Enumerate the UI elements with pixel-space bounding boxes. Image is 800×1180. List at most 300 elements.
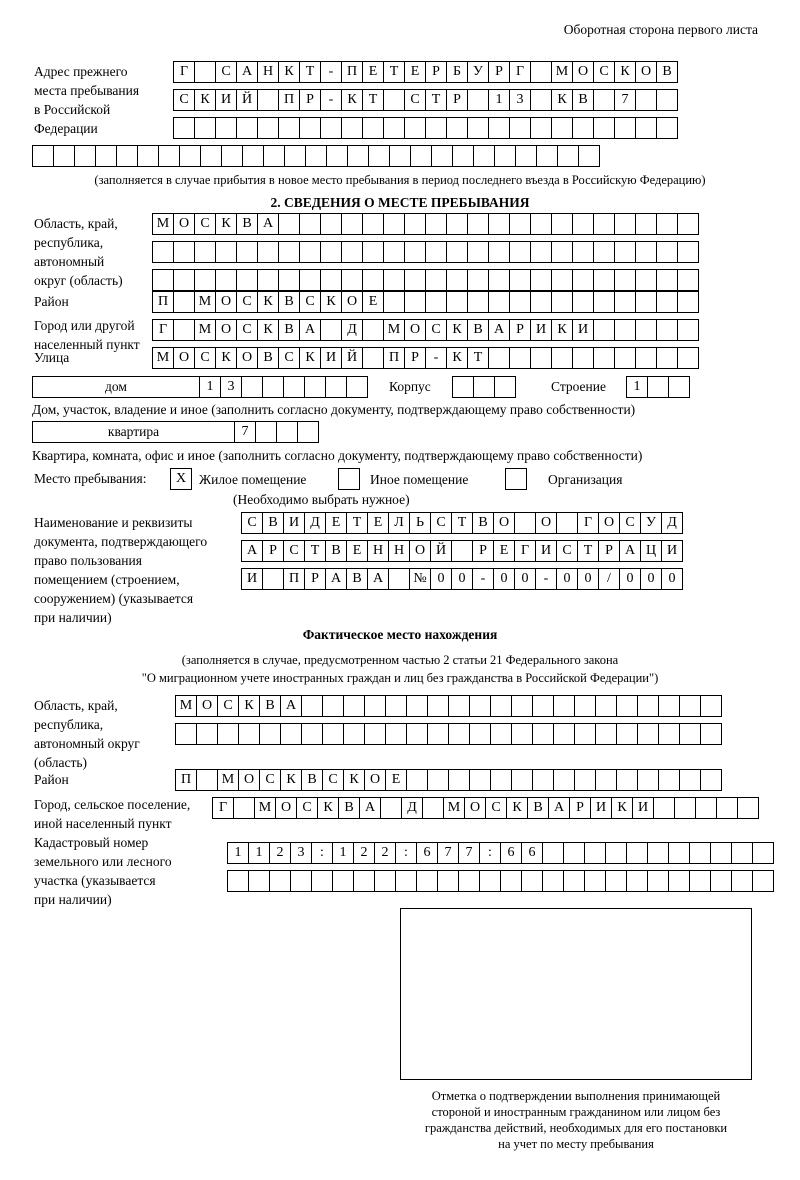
char-cell[interactable]: М xyxy=(383,319,405,341)
char-cell[interactable]: М xyxy=(152,347,174,369)
char-cell[interactable] xyxy=(656,241,678,263)
char-cell[interactable]: Е xyxy=(367,512,389,534)
char-cell[interactable] xyxy=(656,291,678,313)
char-cell[interactable]: С xyxy=(283,540,305,562)
char-cell[interactable] xyxy=(257,89,279,111)
char-cell[interactable] xyxy=(635,269,657,291)
char-cell[interactable]: Г xyxy=(212,797,234,819)
char-cell[interactable]: С xyxy=(404,89,426,111)
char-cell[interactable]: С xyxy=(194,213,216,235)
char-cell[interactable]: Р xyxy=(446,89,468,111)
char-cell[interactable] xyxy=(616,695,638,717)
char-cell[interactable] xyxy=(320,213,342,235)
char-cell[interactable] xyxy=(116,145,138,167)
char-cell[interactable]: 1 xyxy=(332,842,354,864)
char-cell[interactable]: 1 xyxy=(488,89,510,111)
char-cell[interactable] xyxy=(532,723,554,745)
char-cell[interactable] xyxy=(509,241,531,263)
char-cell[interactable] xyxy=(362,319,384,341)
char-cell[interactable] xyxy=(467,213,489,235)
char-cell[interactable] xyxy=(299,269,321,291)
char-cell[interactable] xyxy=(677,319,699,341)
char-cell[interactable]: И xyxy=(320,347,342,369)
char-cell[interactable]: Т xyxy=(451,512,473,534)
char-cell[interactable] xyxy=(700,769,722,791)
char-cell[interactable]: Т xyxy=(383,61,405,83)
char-cell[interactable] xyxy=(473,376,495,398)
char-cell[interactable] xyxy=(467,291,489,313)
char-cell[interactable]: К xyxy=(614,61,636,83)
char-cell[interactable] xyxy=(362,213,384,235)
char-cell[interactable] xyxy=(95,145,117,167)
char-cell[interactable] xyxy=(658,723,680,745)
char-cell[interactable]: Р xyxy=(299,89,321,111)
char-cell[interactable] xyxy=(332,870,354,892)
char-cell[interactable] xyxy=(362,117,384,139)
char-cell[interactable] xyxy=(679,769,701,791)
char-cell[interactable] xyxy=(656,269,678,291)
char-cell[interactable] xyxy=(227,870,249,892)
char-cell[interactable]: П xyxy=(175,769,197,791)
char-cell[interactable] xyxy=(196,723,218,745)
char-cell[interactable] xyxy=(152,269,174,291)
char-cell[interactable]: А xyxy=(257,213,279,235)
char-cell[interactable] xyxy=(233,797,255,819)
char-cell[interactable] xyxy=(494,145,516,167)
char-cell[interactable] xyxy=(679,723,701,745)
char-cell[interactable] xyxy=(542,870,564,892)
char-cell[interactable]: С xyxy=(430,512,452,534)
char-cell[interactable] xyxy=(427,695,449,717)
char-cell[interactable] xyxy=(404,291,426,313)
actual-region-row-1[interactable] xyxy=(175,695,721,717)
char-cell[interactable] xyxy=(488,291,510,313)
char-cell[interactable]: 0 xyxy=(493,568,515,590)
char-cell[interactable] xyxy=(593,347,615,369)
char-cell[interactable] xyxy=(752,842,774,864)
char-cell[interactable] xyxy=(173,117,195,139)
char-cell[interactable]: О xyxy=(572,61,594,83)
char-cell[interactable] xyxy=(427,723,449,745)
char-cell[interactable] xyxy=(53,145,75,167)
cadastre-row-2[interactable] xyxy=(227,870,773,892)
char-cell[interactable] xyxy=(347,145,369,167)
char-cell[interactable] xyxy=(731,842,753,864)
char-cell[interactable]: К xyxy=(611,797,633,819)
char-cell[interactable] xyxy=(677,213,699,235)
char-cell[interactable] xyxy=(689,870,711,892)
char-cell[interactable] xyxy=(425,291,447,313)
char-cell[interactable] xyxy=(647,842,669,864)
char-cell[interactable] xyxy=(530,291,552,313)
city-row[interactable] xyxy=(152,319,698,341)
char-cell[interactable] xyxy=(380,797,402,819)
char-cell[interactable]: Н xyxy=(257,61,279,83)
char-cell[interactable] xyxy=(556,512,578,534)
char-cell[interactable] xyxy=(383,269,405,291)
char-cell[interactable] xyxy=(404,117,426,139)
char-cell[interactable] xyxy=(383,89,405,111)
char-cell[interactable] xyxy=(215,269,237,291)
prev-address-row-1[interactable] xyxy=(173,61,677,83)
char-cell[interactable]: 7 xyxy=(458,842,480,864)
char-cell[interactable] xyxy=(530,269,552,291)
char-cell[interactable] xyxy=(557,145,579,167)
char-cell[interactable] xyxy=(422,797,444,819)
char-cell[interactable]: П xyxy=(341,61,363,83)
char-cell[interactable] xyxy=(238,723,260,745)
char-cell[interactable] xyxy=(320,117,342,139)
region-row-1[interactable] xyxy=(152,213,698,235)
char-cell[interactable] xyxy=(488,241,510,263)
char-cell[interactable] xyxy=(530,241,552,263)
char-cell[interactable] xyxy=(488,269,510,291)
char-cell[interactable] xyxy=(320,269,342,291)
char-cell[interactable]: Д xyxy=(401,797,423,819)
char-cell[interactable] xyxy=(448,769,470,791)
char-cell[interactable]: С xyxy=(236,291,258,313)
char-cell[interactable]: И xyxy=(572,319,594,341)
char-cell[interactable] xyxy=(467,269,489,291)
char-cell[interactable]: И xyxy=(632,797,654,819)
char-cell[interactable] xyxy=(425,269,447,291)
char-cell[interactable] xyxy=(448,695,470,717)
char-cell[interactable]: Т xyxy=(425,89,447,111)
char-cell[interactable]: 2 xyxy=(374,842,396,864)
char-cell[interactable] xyxy=(593,291,615,313)
char-cell[interactable] xyxy=(200,145,222,167)
char-cell[interactable] xyxy=(530,89,552,111)
char-cell[interactable] xyxy=(595,695,617,717)
char-cell[interactable] xyxy=(259,723,281,745)
char-cell[interactable] xyxy=(194,241,216,263)
char-cell[interactable]: 1 xyxy=(248,842,270,864)
char-cell[interactable] xyxy=(236,241,258,263)
stay-checkbox-organization[interactable] xyxy=(505,468,527,490)
char-cell[interactable] xyxy=(677,347,699,369)
char-cell[interactable]: Г xyxy=(509,61,531,83)
char-cell[interactable] xyxy=(605,842,627,864)
char-cell[interactable]: А xyxy=(619,540,641,562)
char-cell[interactable] xyxy=(488,347,510,369)
char-cell[interactable] xyxy=(635,241,657,263)
char-cell[interactable] xyxy=(278,241,300,263)
char-cell[interactable] xyxy=(383,117,405,139)
char-cell[interactable]: С xyxy=(173,89,195,111)
stay-checkbox-other[interactable] xyxy=(338,468,360,490)
char-cell[interactable] xyxy=(593,117,615,139)
char-cell[interactable] xyxy=(674,797,696,819)
char-cell[interactable] xyxy=(551,117,573,139)
char-cell[interactable]: Й xyxy=(341,347,363,369)
char-cell[interactable] xyxy=(473,145,495,167)
char-cell[interactable] xyxy=(221,145,243,167)
char-cell[interactable] xyxy=(305,145,327,167)
char-cell[interactable]: Р xyxy=(472,540,494,562)
char-cell[interactable] xyxy=(299,241,321,263)
char-cell[interactable] xyxy=(446,241,468,263)
char-cell[interactable]: О xyxy=(341,291,363,313)
char-cell[interactable]: 1 xyxy=(227,842,249,864)
char-cell[interactable] xyxy=(530,347,552,369)
char-cell[interactable] xyxy=(551,241,573,263)
char-cell[interactable] xyxy=(553,723,575,745)
char-cell[interactable] xyxy=(514,512,536,534)
char-cell[interactable] xyxy=(388,568,410,590)
region-row-3[interactable] xyxy=(152,269,698,291)
char-cell[interactable] xyxy=(446,117,468,139)
char-cell[interactable]: А xyxy=(367,568,389,590)
char-cell[interactable]: С xyxy=(194,347,216,369)
char-cell[interactable]: Р xyxy=(509,319,531,341)
char-cell[interactable] xyxy=(194,117,216,139)
char-cell[interactable]: О xyxy=(635,61,657,83)
char-cell[interactable]: В xyxy=(338,797,360,819)
char-cell[interactable] xyxy=(406,695,428,717)
char-cell[interactable]: О xyxy=(464,797,486,819)
char-cell[interactable] xyxy=(511,695,533,717)
char-cell[interactable]: О xyxy=(215,291,237,313)
char-cell[interactable] xyxy=(322,723,344,745)
char-cell[interactable]: : xyxy=(479,842,501,864)
char-cell[interactable]: К xyxy=(215,213,237,235)
char-cell[interactable] xyxy=(304,376,326,398)
char-cell[interactable] xyxy=(283,376,305,398)
char-cell[interactable] xyxy=(572,291,594,313)
char-cell[interactable] xyxy=(425,213,447,235)
char-cell[interactable]: С xyxy=(236,319,258,341)
char-cell[interactable] xyxy=(574,769,596,791)
char-cell[interactable] xyxy=(551,213,573,235)
char-cell[interactable] xyxy=(278,117,300,139)
char-cell[interactable] xyxy=(137,145,159,167)
char-cell[interactable] xyxy=(406,769,428,791)
char-cell[interactable]: Р xyxy=(262,540,284,562)
char-cell[interactable]: В xyxy=(262,512,284,534)
char-cell[interactable]: В xyxy=(278,291,300,313)
char-cell[interactable]: - xyxy=(472,568,494,590)
char-cell[interactable] xyxy=(152,241,174,263)
char-cell[interactable]: О xyxy=(173,347,195,369)
char-cell[interactable] xyxy=(509,347,531,369)
actual-district-row[interactable] xyxy=(175,769,721,791)
char-cell[interactable]: У xyxy=(467,61,489,83)
char-cell[interactable] xyxy=(532,695,554,717)
char-cell[interactable]: Т xyxy=(304,540,326,562)
char-cell[interactable]: Л xyxy=(388,512,410,534)
char-cell[interactable] xyxy=(451,540,473,562)
char-cell[interactable]: М xyxy=(551,61,573,83)
char-cell[interactable]: И xyxy=(241,568,263,590)
char-cell[interactable] xyxy=(437,870,459,892)
char-cell[interactable] xyxy=(284,145,306,167)
char-cell[interactable] xyxy=(320,241,342,263)
char-cell[interactable]: - xyxy=(320,61,342,83)
district-row[interactable] xyxy=(152,291,698,313)
char-cell[interactable]: О xyxy=(493,512,515,534)
char-cell[interactable] xyxy=(542,842,564,864)
char-cell[interactable] xyxy=(593,241,615,263)
char-cell[interactable]: К xyxy=(215,347,237,369)
char-cell[interactable] xyxy=(74,145,96,167)
char-cell[interactable]: К xyxy=(551,319,573,341)
char-cell[interactable] xyxy=(605,870,627,892)
char-cell[interactable]: К xyxy=(299,347,321,369)
char-cell[interactable]: Й xyxy=(430,540,452,562)
char-cell[interactable] xyxy=(383,291,405,313)
char-cell[interactable]: Р xyxy=(569,797,591,819)
char-cell[interactable] xyxy=(668,376,690,398)
char-cell[interactable]: В xyxy=(527,797,549,819)
char-cell[interactable] xyxy=(467,89,489,111)
char-cell[interactable]: Т xyxy=(346,512,368,534)
char-cell[interactable]: К xyxy=(257,291,279,313)
char-cell[interactable]: Й xyxy=(236,89,258,111)
char-cell[interactable] xyxy=(255,421,277,443)
char-cell[interactable] xyxy=(278,269,300,291)
char-cell[interactable]: 1 xyxy=(199,376,221,398)
char-cell[interactable]: В xyxy=(278,319,300,341)
char-cell[interactable] xyxy=(710,870,732,892)
char-cell[interactable] xyxy=(353,870,375,892)
char-cell[interactable]: О xyxy=(409,540,431,562)
char-cell[interactable] xyxy=(448,723,470,745)
char-cell[interactable] xyxy=(446,213,468,235)
char-cell[interactable] xyxy=(494,376,516,398)
char-cell[interactable]: 0 xyxy=(640,568,662,590)
char-cell[interactable] xyxy=(301,695,323,717)
char-cell[interactable]: О xyxy=(598,512,620,534)
char-cell[interactable] xyxy=(404,213,426,235)
char-cell[interactable] xyxy=(515,145,537,167)
char-cell[interactable] xyxy=(427,769,449,791)
char-cell[interactable] xyxy=(215,117,237,139)
char-cell[interactable]: 3 xyxy=(290,842,312,864)
char-cell[interactable]: - xyxy=(425,347,447,369)
char-cell[interactable]: И xyxy=(283,512,305,534)
char-cell[interactable] xyxy=(614,291,636,313)
char-cell[interactable] xyxy=(446,291,468,313)
char-cell[interactable] xyxy=(637,723,659,745)
char-cell[interactable] xyxy=(635,213,657,235)
char-cell[interactable] xyxy=(341,241,363,263)
char-cell[interactable] xyxy=(431,145,453,167)
char-cell[interactable] xyxy=(731,870,753,892)
char-cell[interactable]: К xyxy=(278,61,300,83)
char-cell[interactable]: Р xyxy=(488,61,510,83)
char-cell[interactable] xyxy=(616,769,638,791)
char-cell[interactable] xyxy=(616,723,638,745)
char-cell[interactable]: Р xyxy=(304,568,326,590)
char-cell[interactable]: Р xyxy=(404,347,426,369)
char-cell[interactable] xyxy=(452,145,474,167)
char-cell[interactable] xyxy=(374,870,396,892)
char-cell[interactable] xyxy=(647,870,669,892)
char-cell[interactable]: П xyxy=(383,347,405,369)
char-cell[interactable]: В xyxy=(467,319,489,341)
char-cell[interactable] xyxy=(509,291,531,313)
char-cell[interactable]: С xyxy=(593,61,615,83)
char-cell[interactable] xyxy=(248,870,270,892)
char-cell[interactable] xyxy=(32,145,54,167)
char-cell[interactable]: К xyxy=(341,89,363,111)
char-cell[interactable]: 7 xyxy=(234,421,256,443)
char-cell[interactable] xyxy=(584,842,606,864)
char-cell[interactable]: Г xyxy=(173,61,195,83)
char-cell[interactable]: С xyxy=(485,797,507,819)
char-cell[interactable] xyxy=(553,769,575,791)
prev-address-row-4[interactable] xyxy=(32,145,599,167)
char-cell[interactable]: К xyxy=(194,89,216,111)
char-cell[interactable]: С xyxy=(215,61,237,83)
char-cell[interactable] xyxy=(322,695,344,717)
char-cell[interactable]: 7 xyxy=(614,89,636,111)
stay-checkbox-residential[interactable]: X xyxy=(170,468,192,490)
char-cell[interactable] xyxy=(362,241,384,263)
house-cells[interactable] xyxy=(199,376,367,398)
char-cell[interactable] xyxy=(677,291,699,313)
char-cell[interactable]: С xyxy=(299,291,321,313)
char-cell[interactable]: 2 xyxy=(353,842,375,864)
char-cell[interactable] xyxy=(595,769,617,791)
char-cell[interactable] xyxy=(469,723,491,745)
char-cell[interactable]: В xyxy=(236,213,258,235)
char-cell[interactable] xyxy=(217,723,239,745)
char-cell[interactable]: П xyxy=(152,291,174,313)
char-cell[interactable] xyxy=(320,319,342,341)
char-cell[interactable] xyxy=(311,870,333,892)
char-cell[interactable] xyxy=(668,870,690,892)
char-cell[interactable] xyxy=(269,870,291,892)
char-cell[interactable]: А xyxy=(280,695,302,717)
char-cell[interactable] xyxy=(469,769,491,791)
char-cell[interactable]: Е xyxy=(404,61,426,83)
char-cell[interactable]: В xyxy=(656,61,678,83)
char-cell[interactable]: Т xyxy=(577,540,599,562)
char-cell[interactable] xyxy=(536,145,558,167)
char-cell[interactable]: 2 xyxy=(269,842,291,864)
prev-address-row-2[interactable] xyxy=(173,89,677,111)
char-cell[interactable] xyxy=(563,842,585,864)
char-cell[interactable] xyxy=(572,213,594,235)
char-cell[interactable] xyxy=(404,269,426,291)
char-cell[interactable]: С xyxy=(425,319,447,341)
char-cell[interactable]: К xyxy=(506,797,528,819)
char-cell[interactable] xyxy=(500,870,522,892)
char-cell[interactable]: : xyxy=(395,842,417,864)
char-cell[interactable] xyxy=(257,269,279,291)
char-cell[interactable] xyxy=(385,723,407,745)
char-cell[interactable] xyxy=(658,695,680,717)
char-cell[interactable]: О xyxy=(173,213,195,235)
char-cell[interactable] xyxy=(341,117,363,139)
char-cell[interactable]: Г xyxy=(514,540,536,562)
char-cell[interactable] xyxy=(626,870,648,892)
document-row-2[interactable] xyxy=(241,540,682,562)
char-cell[interactable] xyxy=(700,695,722,717)
char-cell[interactable]: К xyxy=(343,769,365,791)
char-cell[interactable]: - xyxy=(535,568,557,590)
char-cell[interactable] xyxy=(404,241,426,263)
char-cell[interactable] xyxy=(263,145,285,167)
char-cell[interactable]: 6 xyxy=(416,842,438,864)
char-cell[interactable] xyxy=(467,241,489,263)
char-cell[interactable] xyxy=(710,842,732,864)
char-cell[interactable]: - xyxy=(320,89,342,111)
char-cell[interactable] xyxy=(299,213,321,235)
char-cell[interactable]: 0 xyxy=(661,568,683,590)
char-cell[interactable]: М xyxy=(443,797,465,819)
